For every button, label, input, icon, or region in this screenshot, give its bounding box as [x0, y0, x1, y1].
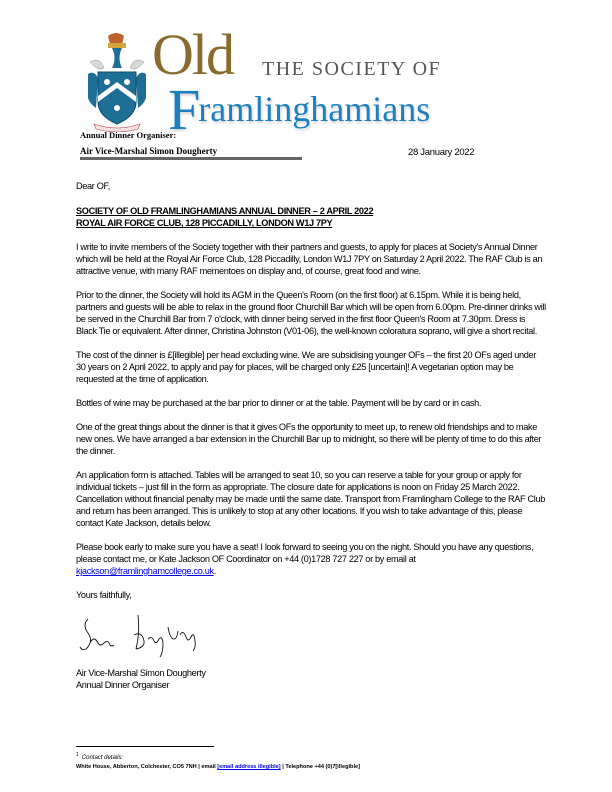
- footnote-number: 1: [76, 752, 79, 758]
- paragraph-contact: [76, 541, 546, 577]
- logo-fram-rest: ramlinghamians: [198, 89, 431, 129]
- organizer-label: Annual Dinner Organiser:: [80, 130, 177, 140]
- paragraph-application: An application form is attached. Tables will be arranged to seat 10, so you can reserve a table for your group or apply for individual tickets – just fill in the form as appropriate. The closure date for applications is noon on Friday 25 March 2022. Cancellation without financial penalty may be made until the same date. Transport from Framlingham College to the RAF Club and return has been arranged. This is unlikely to stop at any other locations. If you wish to take advantage of this, please contact Kate Jackson, details below.: [76, 470, 545, 528]
- letter-heading: [76, 205, 546, 229]
- footnote-divider: [76, 746, 214, 747]
- paragraph-cost: The cost of the dinner is £[illegible] per head excluding wine. We are subsidising younger OFs – the first 20 OFs aged under 30 years on 2 April 2022, to apply and pay for places, will be charged only £25 [uncertain]! A vegetarian option may be requested at the time of application.: [76, 350, 536, 384]
- paragraph-wine: Bottles of wine may be purchased at the bar prior to dinner or at the table. Payment will be by card or in cash.: [76, 398, 482, 408]
- heading-line-2: ROYAL AIR FORCE CLUB, 128 PICCADILLY, LONDON W1J 7PY: [76, 218, 333, 228]
- footnote-address: White House, Abberton, Colchester, CO5 7NH | email: [76, 764, 218, 770]
- letter-body: [76, 180, 546, 691]
- salutation: Dear OF,: [76, 181, 110, 191]
- footnote-phone: | Telephone +44 (0)7[illegible]: [280, 764, 360, 770]
- logo-old-wordmark: Old: [152, 22, 233, 87]
- signoff: Yours faithfully,: [76, 590, 132, 600]
- paragraph-friendships: One of the great things about the dinner is that it gives OFs the opportunity to meet up, to renew old friendships and to make new ones. We have arranged a bar extension in the Churchill Bar up to midnight, so there will be plenty of time to do this after the dinner.: [76, 422, 542, 456]
- organizer-name: Air Vice-Marshal Simon Dougherty: [80, 146, 218, 156]
- footnote-label: [76, 752, 123, 761]
- handwritten-signature-icon: [76, 613, 546, 661]
- contact-suffix: .: [213, 566, 216, 576]
- organizer-postnominals-illegible: [80, 157, 302, 160]
- paragraph-invitation: I write to invite members of the Society together with their partners and guests, to apply for places at Society's Annual Dinner which will be held at the Royal Air Force Club, 128 Piccadilly, London W1J 7PY on Saturday 2 April 2022. The RAF Club is an attractive venue, with many RAF mementoes on display and, of course, great food and wine.: [76, 242, 543, 276]
- signature-title: Annual Dinner Organiser: [76, 680, 170, 690]
- footnote-email-link[interactable]: [email address illegible]: [217, 764, 281, 770]
- footnote-label-text: Contact details:: [81, 755, 124, 761]
- footnote-contact-details: [76, 764, 360, 770]
- contact-text: Please book early to make sure you have a seat! I look forward to seeing you on the night. Should you have any questions, please contact me, or Kate Jackson OF Coordinator on +44 (0)1728 727 227 or by email at: [76, 542, 534, 564]
- letter-date: 28 January 2022: [408, 147, 475, 158]
- contact-email-link[interactable]: kjackson@framlinghamcollege.co.uk: [76, 566, 214, 576]
- logo-fram-initial: F: [168, 77, 201, 142]
- logo-society-of-text: THE SOCIETY OF: [262, 58, 442, 80]
- heading-line-1: SOCIETY OF OLD FRAMLINGHAMIANS ANNUAL DINNER – 2 APRIL 2022: [76, 206, 374, 216]
- signature-name: Air Vice-Marshal Simon Dougherty: [76, 668, 206, 678]
- society-crest-icon: [86, 32, 148, 132]
- paragraph-agm-schedule: Prior to the dinner, the Society will hold its AGM in the Queen's Room (on the first floor) at 6.15pm. While it is being held, partners and guests will be able to relax in the ground floor Churchill Bar which will be open from 6.00pm. Pre-dinner drinks will be served in the Churchill Bar from 7 o'clock, with dinner being served in the first floor Queen's Room at 7.30pm. Dress is Black Tie or equivalent. After dinner, Christina Johnston (V01-06), the well-known coloratura soprano, will give a short recital.: [76, 290, 546, 336]
- logo-framlinghamians-wordmark: [168, 73, 431, 142]
